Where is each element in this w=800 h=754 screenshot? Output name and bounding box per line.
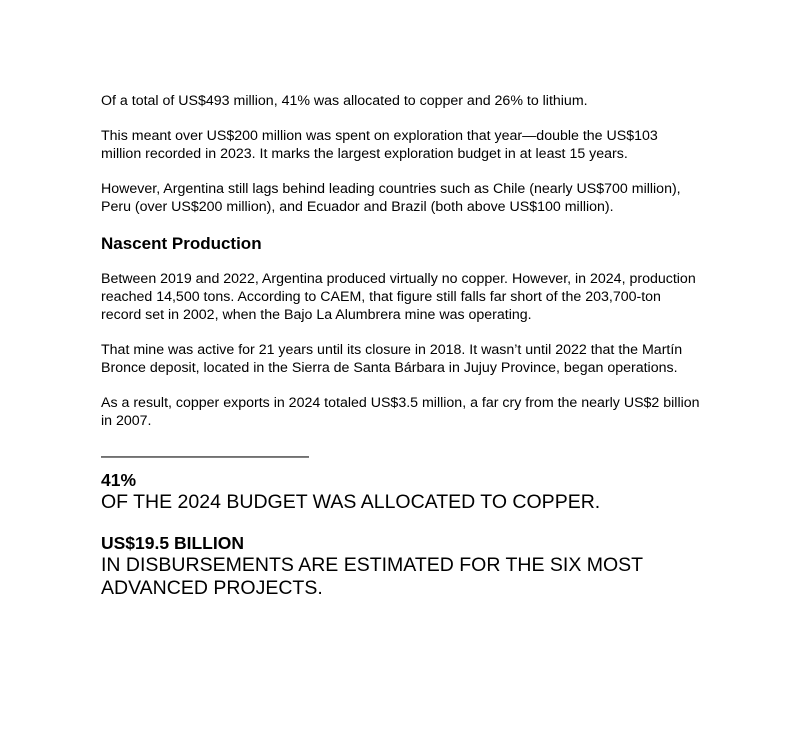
- paragraph: As a result, copper exports in 2024 totaled US$3.5 million, a far cry from the nearly US$2 billion in 2007.: [101, 395, 700, 429]
- paragraph: However, Argentina still lags behind leading countries such as Chile (nearly US$700 million), Peru (over US$200 million), and Ecuador and Brazil (both above US$100 million).: [101, 181, 681, 215]
- section-heading: Nascent Production: [101, 234, 262, 253]
- stat-number: 41%: [101, 470, 137, 490]
- paragraph: Between 2019 and 2022, Argentina produced virtually no copper. However, in 2024, production reached 14,500 tons. According to CAEM, that figure still falls far short of the 203,700-ton record set in 2002, when the Bajo La Alumbrera mine was operating.: [101, 271, 696, 323]
- article-body: [101, 92, 701, 618]
- paragraph: That mine was active for 21 years until its closure in 2018. It wasn’t until 2022 that the Martín Bronce deposit, located in the Sierra de Santa Bárbara in Jujuy Province, began operations.: [101, 342, 683, 376]
- paragraph: This meant over US$200 million was spent on exploration that year—double the US$103 million recorded in 2023. It marks the largest exploration budget in at least 15 years.: [101, 128, 658, 162]
- stat-block: [101, 469, 701, 514]
- stat-block: [101, 532, 701, 600]
- dash-divider: —————————————: [101, 448, 309, 465]
- stat-caption: OF THE 2024 BUDGET WAS ALLOCATED TO COPPER.: [101, 491, 601, 513]
- stat-number: US$19.5 BILLION: [101, 533, 244, 553]
- stat-caption: IN DISBURSEMENTS ARE ESTIMATED FOR THE SIX MOST ADVANCED PROJECTS.: [101, 554, 643, 599]
- paragraph: Of a total of US$493 million, 41% was allocated to copper and 26% to lithium.: [101, 93, 588, 109]
